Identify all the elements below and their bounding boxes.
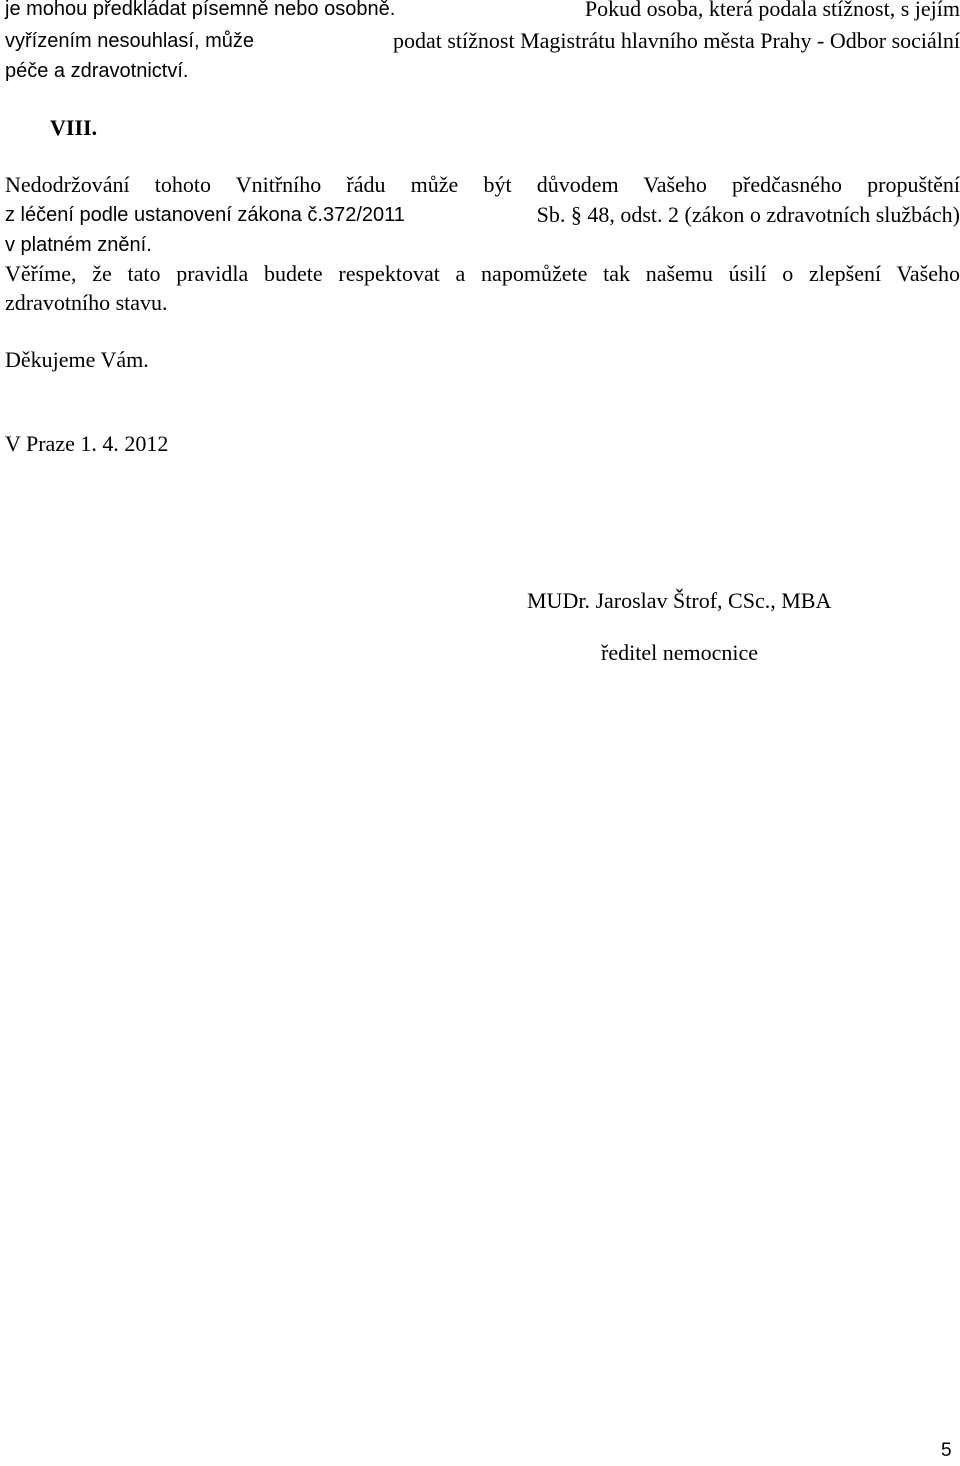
paragraph-rules-line-2-a: z léčení podle ustanovení zákona č.372/2011 xyxy=(5,204,405,226)
signature-name: MUDr. Jaroslav Štrof, CSc., MBA xyxy=(527,588,832,613)
place-date: V Praze 1. 4. 2012 xyxy=(5,431,169,456)
paragraph-top-line-1-b: Pokud osoba, která podala stížnost, s jejím xyxy=(584,0,960,21)
paragraph-top-line-1 xyxy=(5,0,960,22)
paragraph-top-line-2 xyxy=(5,28,960,54)
paragraph-rules-line-3: v platném znění. xyxy=(5,234,152,256)
paragraph-top-line-2-a: vyřízením nesouhlasí, může xyxy=(5,30,254,52)
paragraph-top-line-1-a: je mohou předkládat písemně nebo osobně. xyxy=(5,0,396,20)
page-number: 5 xyxy=(941,1440,952,1461)
signature-title: ředitel nemocnice xyxy=(601,640,758,665)
section-heading: VIII. xyxy=(50,115,98,140)
paragraph-rules-line-2 xyxy=(5,202,960,228)
paragraph-top-line-2-b: podat stížnost Magistrátu hlavního města Prahy - Odbor sociální xyxy=(392,28,960,53)
paragraph-rules-line-2-b: Sb. § 48, odst. 2 (zákon o zdravotních službách) xyxy=(536,202,960,227)
paragraph-top-line-3: péče a zdravotnictví. xyxy=(5,60,189,82)
paragraph-rules-line-5: zdravotního stavu. xyxy=(5,290,168,315)
thanks-text: Děkujeme Vám. xyxy=(5,347,149,372)
paragraph-rules-line-1: Nedodržování tohoto Vnitřního řádu může být důvodem Vašeho předčasného propuštění xyxy=(5,172,960,197)
paragraph-rules-line-4: Věříme, že tato pravidla budete respektovat a napomůžete tak našemu úsilí o zlepšení Vašeho xyxy=(5,261,960,286)
